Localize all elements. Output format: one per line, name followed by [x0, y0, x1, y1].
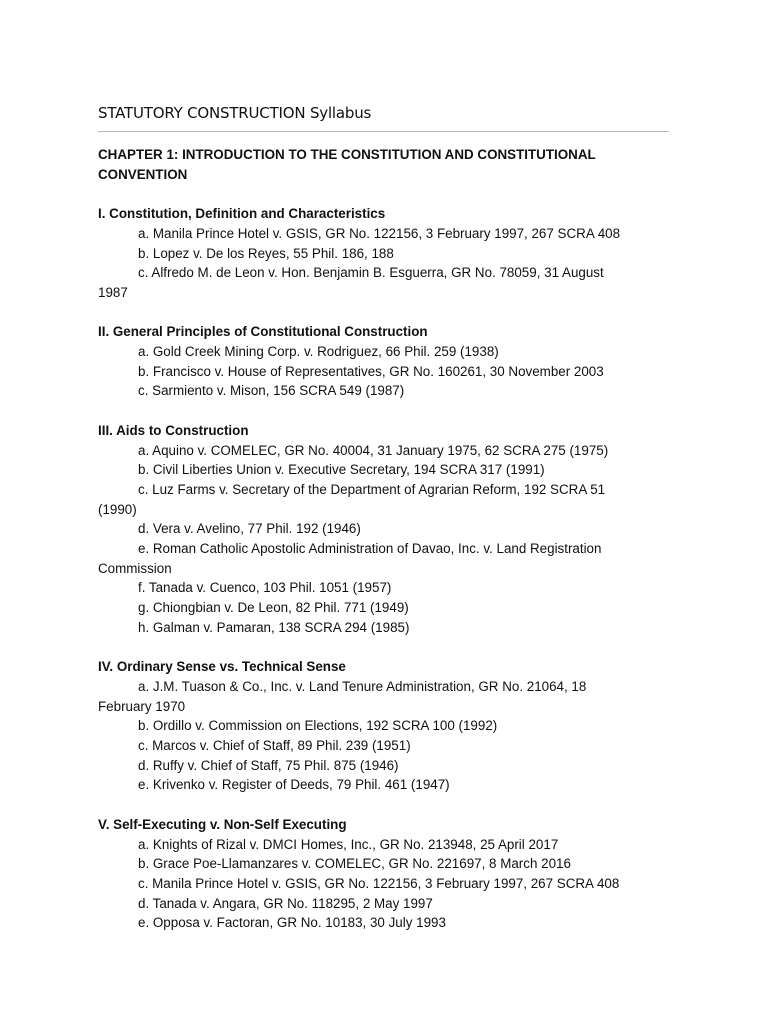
section-heading: IV. Ordinary Sense vs. Technical Sense: [98, 659, 346, 675]
citation-line: c. Manila Prince Hotel v. GSIS, GR No. 122156, 3 February 1997, 267 SCRA 408: [138, 875, 620, 891]
case-citation: [98, 775, 678, 795]
citation-line: a. Knights of Rizal v. DMCI Homes, Inc., GR No. 213948, 25 April 2017: [138, 836, 559, 852]
citation-line: b. Grace Poe-Llamanzares v. COMELEC, GR No. 221697, 8 March 2016: [138, 856, 571, 872]
citation-line: a. Aquino v. COMELEC, GR No. 40004, 31 January 1975, 62 SCRA 275 (1975): [138, 442, 609, 458]
case-citation: [98, 342, 678, 362]
citation-line: b. Francisco v. House of Representatives, GR No. 160261, 30 November 2003: [138, 363, 604, 379]
case-citation: [98, 519, 678, 539]
document-title: STATUTORY CONSTRUCTION Syllabus: [98, 104, 372, 122]
citation-line: g. Chiongbian v. De Leon, 82 Phil. 771 (1949): [138, 600, 409, 616]
case-citation: [98, 224, 678, 244]
syllabus-section: [98, 421, 678, 638]
case-list: [98, 441, 678, 638]
citation-continuation: Commission: [98, 560, 172, 576]
section-heading: III. Aids to Construction: [98, 422, 249, 438]
case-citation: [98, 362, 678, 382]
case-citation: [98, 874, 678, 894]
citation-line: a. J.M. Tuason & Co., Inc. v. Land Tenure Administration, GR No. 21064, 18: [138, 678, 587, 694]
case-citation: [98, 480, 678, 519]
citation-continuation: February 1970: [98, 698, 186, 714]
citation-line: c. Alfredo M. de Leon v. Hon. Benjamin B. Esguerra, GR No. 78059, 31 August: [138, 265, 604, 281]
case-citation: [98, 618, 678, 638]
section-heading: II. General Principles of Constitutional Construction: [98, 324, 428, 340]
syllabus-section: [98, 204, 678, 303]
case-citation: [98, 244, 678, 264]
citation-continuation: 1987: [98, 284, 128, 300]
citation-line: f. Tanada v. Cuenco, 103 Phil. 1051 (1957): [138, 580, 392, 596]
section-heading: I. Constitution, Definition and Characteristics: [98, 206, 386, 222]
citation-line: e. Opposa v. Factoran, GR No. 10183, 30 July 1993: [138, 915, 446, 931]
case-list: [98, 835, 678, 934]
citation-line: b. Civil Liberties Union v. Executive Secretary, 194 SCRA 317 (1991): [138, 462, 545, 478]
case-citation: [98, 913, 678, 933]
citation-line: a. Manila Prince Hotel v. GSIS, GR No. 122156, 3 February 1997, 267 SCRA 408: [138, 225, 621, 241]
case-citation: [98, 736, 678, 756]
citation-line: e. Roman Catholic Apostolic Administration of Davao, Inc. v. Land Registration: [138, 541, 602, 557]
case-citation: [98, 381, 678, 401]
syllabus-section: [98, 657, 678, 795]
case-citation: [98, 578, 678, 598]
citation-line: c. Luz Farms v. Secretary of the Department of Agrarian Reform, 192 SCRA 51: [138, 481, 606, 497]
citation-line: d. Ruffy v. Chief of Staff, 75 Phil. 875 (1946): [138, 757, 399, 773]
section-heading: V. Self-Executing v. Non-Self Executing: [98, 816, 347, 832]
citation-line: d. Tanada v. Angara, GR No. 118295, 2 May 1997: [138, 895, 433, 911]
case-list: [98, 224, 678, 303]
case-list: [98, 342, 678, 401]
citation-line: d. Vera v. Avelino, 77 Phil. 192 (1946): [138, 521, 361, 537]
citation-line: a. Gold Creek Mining Corp. v. Rodriguez, 66 Phil. 259 (1938): [138, 344, 499, 359]
citation-line: c. Marcos v. Chief of Staff, 89 Phil. 239 (1951): [138, 738, 411, 754]
citation-line: b. Lopez v. De los Reyes, 55 Phil. 186, 188: [138, 245, 394, 261]
citation-line: b. Ordillo v. Commission on Elections, 192 SCRA 100 (1992): [138, 718, 498, 734]
case-citation: [98, 539, 678, 578]
citation-line: e. Krivenko v. Register of Deeds, 79 Phil. 461 (1947): [138, 777, 450, 793]
case-citation: [98, 441, 678, 461]
citation-line: c. Sarmiento v. Mison, 156 SCRA 549 (1987): [138, 383, 405, 399]
case-citation: [98, 460, 678, 480]
document-body: [98, 145, 678, 933]
case-citation: [98, 263, 678, 302]
case-citation: [98, 894, 678, 914]
citation-continuation: (1990): [98, 501, 137, 517]
sections-container: [98, 204, 678, 933]
citation-line: h. Galman v. Pamaran, 138 SCRA 294 (1985): [138, 619, 410, 635]
case-citation: [98, 716, 678, 736]
title-divider: [98, 131, 669, 132]
case-citation: [98, 756, 678, 776]
case-citation: [98, 854, 678, 874]
chapter-heading: CHAPTER 1: INTRODUCTION TO THE CONSTITUTION AND CONSTITUTIONAL CONVENTION: [98, 147, 596, 182]
syllabus-section: [98, 322, 678, 401]
case-list: [98, 677, 678, 795]
case-citation: [98, 835, 678, 855]
case-citation: [98, 677, 678, 716]
case-citation: [98, 598, 678, 618]
syllabus-section: [98, 815, 678, 933]
